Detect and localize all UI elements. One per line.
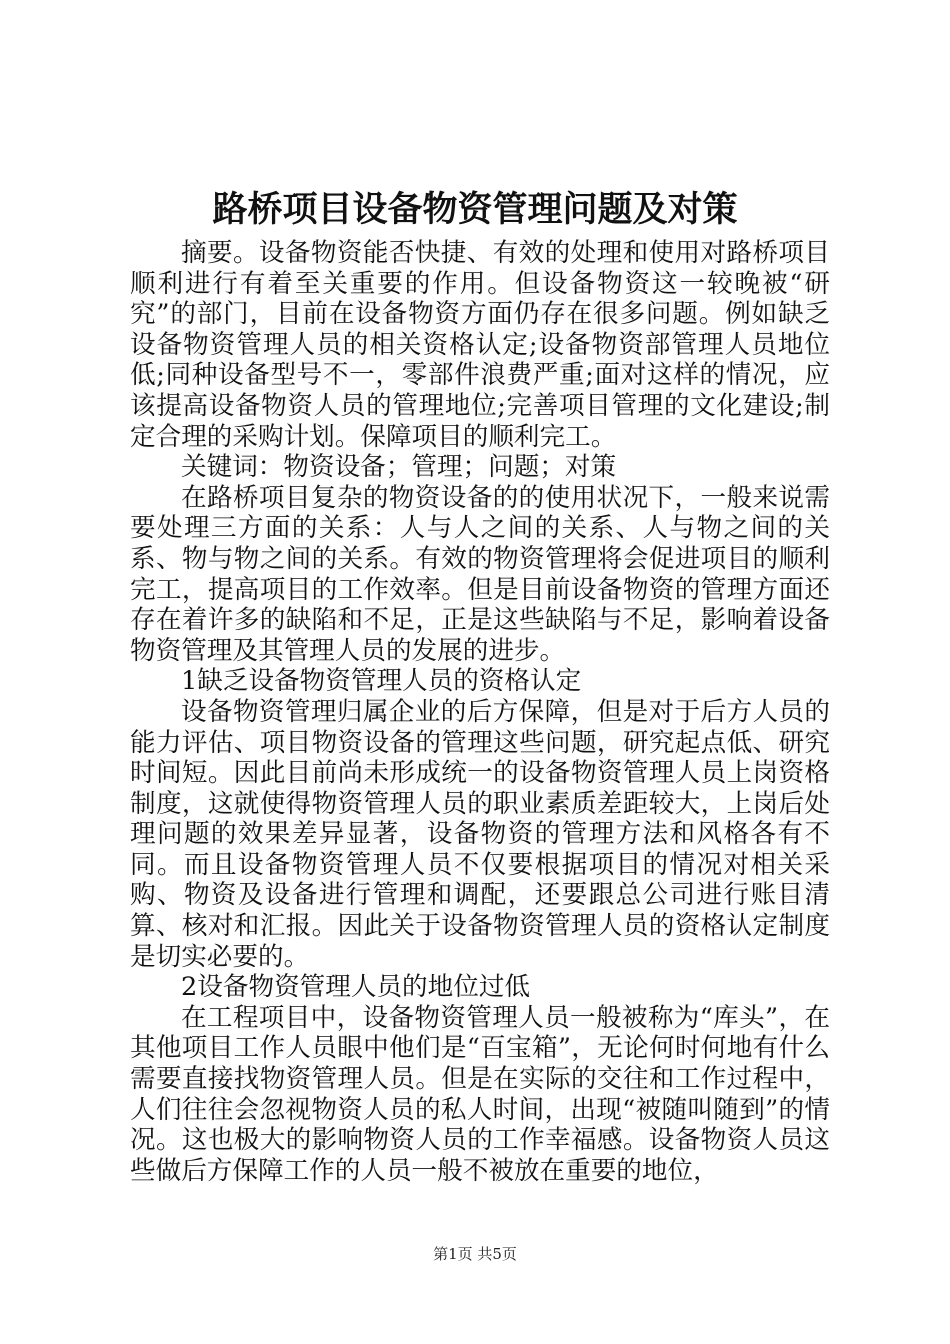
section-heading-1: 1缺乏设备物资管理人员的资格认定 [181, 666, 582, 697]
section-2-paragraph: 在工程项目中，设备物资管理人员一般被称为“库头”，在其他项目工作人员眼中他们是“百宝箱”，无论何时何地有什么需要直接找物资管理人员。但是在实际的交往和工作过程中，人们往往会忽视物资人员的私人时间，出现“被随叫随到”的情况。这也极大的影响物资人员的工作幸福感。设备物资人员这些做后方保障工作的人员一般不被放在重要的地位， [130, 1002, 830, 1186]
document-body [130, 238, 830, 1186]
abstract-paragraph: 摘要。设备物资能否快捷、有效的处理和使用对路桥项目顺利进行有着至关重要的作用。但设备物资这一较晚被“研究”的部门，目前在设备物资方面仍存在很多问题。例如缺乏设备物资管理人员的相关资格认定;设备物资部管理人员地位低;同种设备型号不一，零部件浪费严重;面对这样的情况，应该提高设备物资人员的管理地位;完善项目管理的文化建设;制定合理的采购计划。保障项目的顺利完工。 [130, 238, 830, 452]
section-heading-2: 2设备物资管理人员的地位过低 [181, 972, 531, 1003]
page-number-footer: 第1页 共5页 [433, 1245, 517, 1263]
section-1-paragraph: 设备物资管理归属企业的后方保障，但是对于后方人员的能力评估、项目物资设备的管理这些问题，研究起点低、研究时间短。因此目前尚未形成统一的设备物资管理人员上岗资格制度，这就使得物资管理人员的职业素质差距较大，上岗后处理问题的效果差异显著，设备物资的管理方法和风格各有不同。而且设备物资管理人员不仅要根据项目的情况对相关采购、物资及设备进行管理和调配，还要跟总公司进行账目清算、核对和汇报。因此关于设备物资管理人员的资格认定制度是切实必要的。 [130, 696, 830, 972]
keywords-paragraph: 关键词：物资设备；管理；问题；对策 [181, 452, 617, 483]
document-title: 路桥项目设备物资管理问题及对策 [212, 189, 738, 230]
intro-paragraph: 在路桥项目复杂的物资设备的的使用状况下，一般来说需要处理三方面的关系：人与人之间的关系、人与物之间的关系、物与物之间的关系。有效的物资管理将会促进项目的顺利完工，提高项目的工作效率。但是目前设备物资的管理方面还存在着许多的缺陷和不足，正是这些缺陷与不足，影响着设备物资管理及其管理人员的发展的进步。 [130, 482, 830, 666]
